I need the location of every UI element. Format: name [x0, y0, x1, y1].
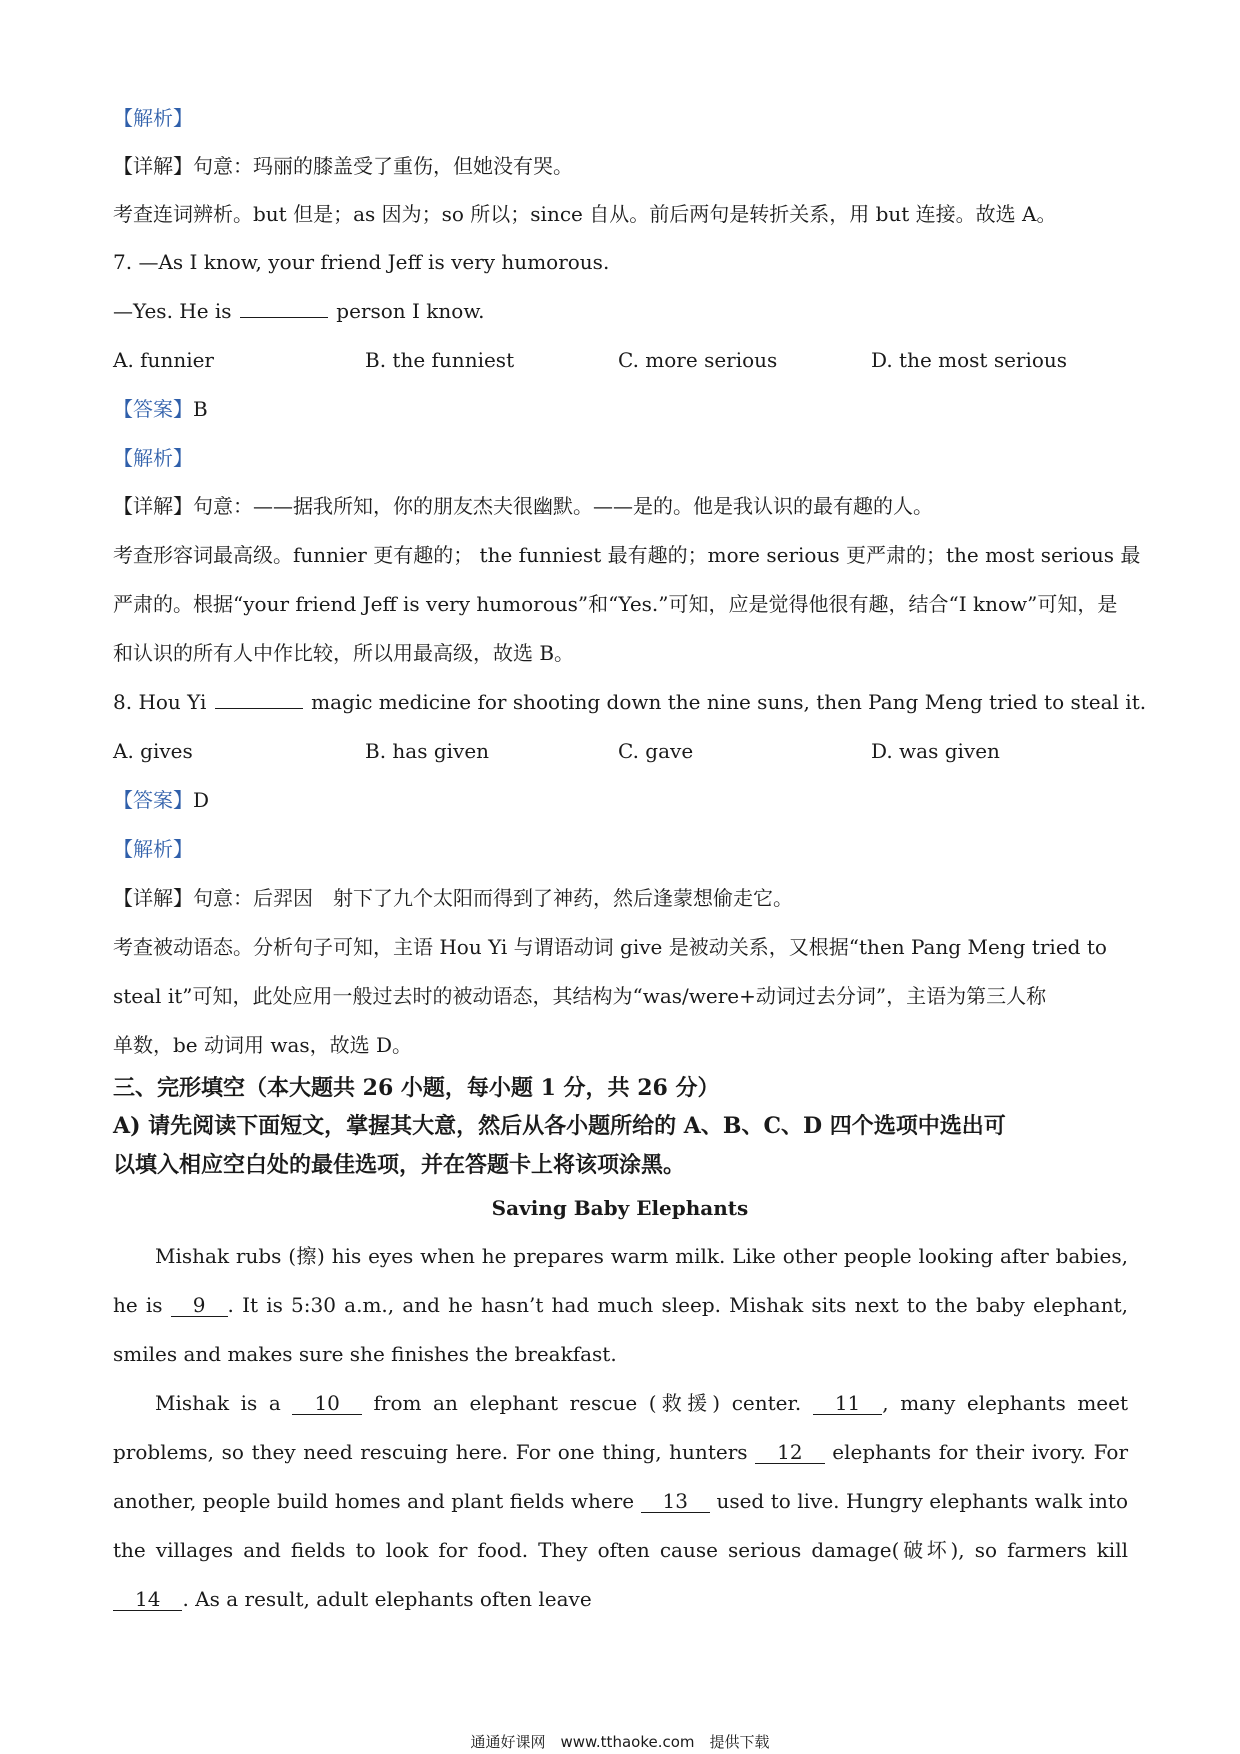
q6-analysis-tag: 【解析】 — [113, 106, 193, 130]
section-instruction-1: A) 请先阅读下面短文，掌握其大意，然后从各小题所给的 A、B、C、D 四个选项中选出可 — [113, 1113, 1006, 1139]
p2-text-d: elephants for their ivory. For another, people build homes and plant fields where — [113, 1440, 1129, 1513]
q7-stem-2 — [113, 297, 484, 325]
q8-option-d: D. was given — [871, 739, 1000, 763]
q7-answer-value: B — [193, 397, 208, 421]
p2-text-c: , many elephants meet problems, so they need rescuing here. For one thing, hunters — [113, 1391, 1128, 1464]
q7-answer-tag: 【答案】 — [113, 397, 193, 421]
q8-option-a: A. gives — [113, 739, 193, 763]
q8-answer — [113, 786, 209, 814]
q8-analysis-tag: 【解析】 — [113, 837, 193, 861]
p2-text-e: used to live. Hungry elephants walk into the villages and fields to look for food. They often cause serious damage(破坏), so farmers kill — [113, 1489, 1129, 1562]
q7-stem-1: 7. —As I know, your friend Jeff is very humorous. — [113, 250, 610, 274]
q7-answer — [113, 395, 208, 423]
blank-11: 11 — [813, 1392, 882, 1415]
q7-option-b: B. the funniest — [365, 348, 515, 372]
q7-option-d: D. the most serious — [871, 348, 1068, 372]
p2-text-f: . As a result, adult elephants often leave — [182, 1587, 592, 1611]
q7-stem-2-b: person I know. — [336, 299, 485, 323]
passage-title: Saving Baby Elephants — [491, 1196, 749, 1220]
q8-stem-b: magic medicine for shooting down the nine suns, then Pang Meng tried to steal it. — [311, 690, 1147, 714]
q8-explain-2: steal it”可知，此处应用一般过去时的被动语态，其结构为“was/were+动词过去分词”，主语为第三人称 — [113, 984, 1047, 1008]
q8-blank — [215, 688, 303, 709]
q8-detail: 【详解】句意：后羿因 射下了九个太阳而得到了神药，然后逢蒙想偷走它。 — [113, 886, 793, 910]
q7-option-c: C. more serious — [618, 348, 778, 372]
blank-10: 10 — [292, 1392, 361, 1415]
q8-option-c: C. gave — [618, 739, 694, 763]
blank-9: 9 — [171, 1294, 228, 1317]
p1-text-b: . It is 5:30 a.m., and he hasn’t had much sleep. Mishak sits next to the baby elephant, smiles and makes sure she finishes the breakfast. — [113, 1293, 1129, 1366]
q7-stem-2-a: —Yes. He is — [113, 299, 232, 323]
q7-blank — [240, 297, 328, 318]
p2-text-b: from an elephant rescue (救援) center. — [373, 1391, 802, 1415]
q8-explain-3: 单数，be 动词用 was，故选 D。 — [113, 1033, 413, 1057]
passage-paragraph-2 — [113, 1379, 1128, 1624]
q7-detail: 【详解】句意：——据我所知，你的朋友杰夫很幽默。——是的。他是我认识的最有趣的人。 — [113, 494, 933, 518]
q8-stem-a: 8. Hou Yi — [113, 690, 207, 714]
page-footer: 通通好课网 www.tthaoke.com 提供下载 — [470, 1733, 770, 1751]
p2-text-a: Mishak is a — [155, 1391, 281, 1415]
q8-answer-value: D — [193, 788, 210, 812]
q7-option-a: A. funnier — [113, 348, 214, 372]
q8-explain-1: 考查被动语态。分析句子可知，主语 Hou Yi 与谓语动词 give 是被动关系，又根据“then Pang Meng tried to — [113, 935, 1107, 959]
q7-analysis-tag: 【解析】 — [113, 446, 193, 470]
section-heading: 三、完形填空（本大题共 26 小题，每小题 1 分，共 26 分） — [113, 1075, 720, 1101]
passage-paragraph-1 — [113, 1232, 1128, 1379]
p1-text-a: Mishak rubs (擦) his eyes when he prepares warm milk. Like other people looking after babies, he is — [113, 1244, 1128, 1317]
blank-12: 12 — [755, 1441, 824, 1464]
q6-explain: 考查连词辨析。but 但是；as 因为；so 所以；since 自从。前后两句是转折关系，用 but 连接。故选 A。 — [113, 202, 1057, 226]
section-instruction-2: 以填入相应空白处的最佳选项，并在答题卡上将该项涂黑。 — [113, 1152, 686, 1178]
q7-explain-2: 严肃的。根据“your friend Jeff is very humorous”和“Yes.”可知，应是觉得他很有趣，结合“I know”可知，是 — [113, 592, 1118, 616]
q8-stem — [113, 688, 1146, 716]
q8-option-b: B. has given — [365, 739, 490, 763]
q6-detail: 【详解】句意：玛丽的膝盖受了重伤，但她没有哭。 — [113, 154, 573, 178]
blank-14: 14 — [113, 1588, 182, 1611]
q8-answer-tag: 【答案】 — [113, 788, 193, 812]
blank-13: 13 — [641, 1490, 710, 1513]
q7-explain-1: 考查形容词最高级。funnier 更有趣的； the funniest 最有趣的；more serious 更严肃的；the most serious 最 — [113, 543, 1141, 567]
q7-explain-3: 和认识的所有人中作比较，所以用最高级，故选 B。 — [113, 641, 575, 665]
